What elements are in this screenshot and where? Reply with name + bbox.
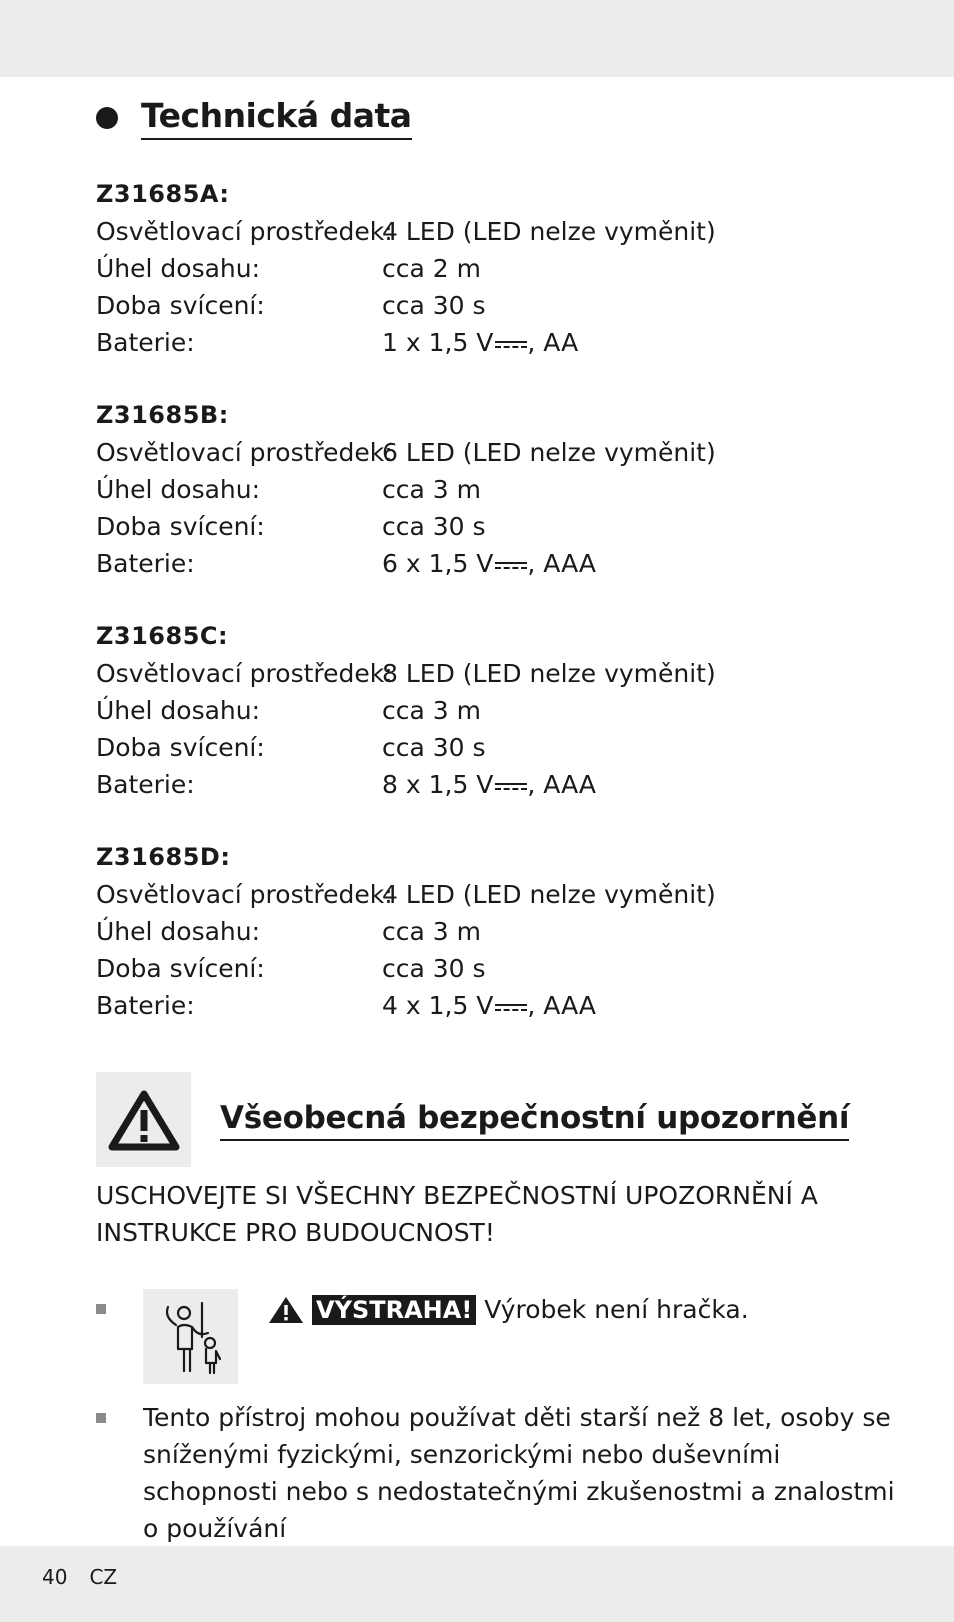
spec-value-text: 4 LED (LED nelze vyměnit) <box>382 217 716 246</box>
page-footer <box>42 1563 117 1591</box>
spec-value-text: cca 2 m <box>382 254 481 283</box>
spec-value-text: cca 30 s <box>382 512 486 541</box>
spec-value <box>382 987 596 1024</box>
spec-value-text: cca 30 s <box>382 733 486 762</box>
bottom-band <box>0 1546 954 1622</box>
spec-value-text: cca 3 m <box>382 917 481 946</box>
model-spec-block <box>96 176 816 361</box>
spec-value <box>382 950 486 987</box>
page-number: 40 <box>42 1565 68 1589</box>
spec-label: Osvětlovací prostředek: <box>96 217 393 246</box>
dc-current-icon <box>495 559 527 573</box>
spec-label: Osvětlovací prostředek: <box>96 438 393 467</box>
spec-value-text: cca 30 s <box>382 291 486 320</box>
spec-row <box>96 213 816 250</box>
spec-value <box>382 913 481 950</box>
section-heading <box>96 96 412 140</box>
model-code: Z31685A: <box>96 180 230 208</box>
spec-label: Baterie: <box>96 770 195 799</box>
list-bullet <box>96 1304 106 1314</box>
spec-value <box>382 692 481 729</box>
spec-label: Doba svícení: <box>96 954 265 983</box>
model-code: Z31685B: <box>96 401 229 429</box>
spec-value-text: 6 LED (LED nelze vyměnit) <box>382 438 716 467</box>
spec-value <box>382 508 486 545</box>
spec-row <box>96 950 816 987</box>
spec-value <box>382 729 486 766</box>
warning-line <box>268 1291 749 1328</box>
warning-icon-box <box>96 1072 191 1167</box>
spec-value-text: cca 3 m <box>382 696 481 725</box>
spec-label: Doba svícení: <box>96 512 265 541</box>
spec-row <box>96 508 816 545</box>
warning-triangle-icon <box>268 1296 304 1324</box>
spec-value <box>382 876 716 913</box>
battery-type: , AA <box>527 328 579 357</box>
spec-row <box>96 434 816 471</box>
spec-value <box>382 250 481 287</box>
model-code: Z31685C: <box>96 622 229 650</box>
language-code: CZ <box>89 1565 118 1589</box>
spec-label: Osvětlovací prostředek: <box>96 659 393 688</box>
spec-row <box>96 324 816 361</box>
spec-value-text: 4 LED (LED nelze vyměnit) <box>382 880 716 909</box>
model-spec-block <box>96 618 816 803</box>
battery-type: , AAA <box>527 991 596 1020</box>
spec-value <box>382 324 578 361</box>
battery-type: , AAA <box>527 549 596 578</box>
spec-value <box>382 213 716 250</box>
spec-row <box>96 876 816 913</box>
dc-current-icon <box>495 780 527 794</box>
spec-row <box>96 655 816 692</box>
spec-label: Úhel dosahu: <box>96 917 261 946</box>
model-spec-block <box>96 839 816 1024</box>
keep-instructions-notice: USCHOVEJTE SI VŠECHNY BEZPEČNOSTNÍ UPOZORNĚNÍ A INSTRUKCE PRO BUDOUCNOST! <box>96 1181 818 1247</box>
model-code: Z31685D: <box>96 843 231 871</box>
spec-label: Úhel dosahu: <box>96 254 261 283</box>
battery-type: , AAA <box>527 770 596 799</box>
spec-row <box>96 913 816 950</box>
dc-current-icon <box>495 1001 527 1015</box>
spec-value <box>382 471 481 508</box>
spec-value <box>382 287 486 324</box>
top-band <box>0 0 954 77</box>
heading-title: Technická data <box>141 96 412 140</box>
spec-label: Osvětlovací prostředek: <box>96 880 393 909</box>
heading-bullet <box>96 107 118 129</box>
spec-row <box>96 729 816 766</box>
spec-value-text: cca 3 m <box>382 475 481 504</box>
warning-triangle-icon <box>107 1088 181 1152</box>
list-bullet <box>96 1413 106 1423</box>
spec-row <box>96 287 816 324</box>
spec-label: Baterie: <box>96 991 195 1020</box>
safety-paragraph: Tento přístroj mohou používat děti starší než 8 let, osoby se sníženými fyzickými, senzorickými nebo duševními schopnosti nebo s nedostatečnými zkušenostmi a znalostmi o používání <box>143 1403 895 1543</box>
spec-label: Úhel dosahu: <box>96 475 261 504</box>
warning-label: VÝSTRAHA! <box>312 1295 476 1325</box>
spec-label: Doba svícení: <box>96 291 265 320</box>
safety-heading: Všeobecná bezpečnostní upozornění <box>220 1098 849 1141</box>
spec-row <box>96 545 816 582</box>
spec-label: Doba svícení: <box>96 733 265 762</box>
spec-row <box>96 987 816 1024</box>
spec-row <box>96 766 816 803</box>
spec-label: Baterie: <box>96 549 195 578</box>
spec-value-text: 4 x 1,5 V <box>382 991 494 1020</box>
spec-value-text: 1 x 1,5 V <box>382 328 494 357</box>
spec-row <box>96 250 816 287</box>
spec-value-text: 8 LED (LED nelze vyměnit) <box>382 659 716 688</box>
child-not-toy-icon <box>154 1297 228 1377</box>
dc-current-icon <box>495 338 527 352</box>
spec-value <box>382 766 596 803</box>
spec-row <box>96 471 816 508</box>
child-icon-box <box>143 1289 238 1384</box>
model-spec-block <box>96 397 816 582</box>
warning-text: Výrobek není hračka. <box>484 1295 749 1324</box>
spec-value-text: 8 x 1,5 V <box>382 770 494 799</box>
spec-value-text: 6 x 1,5 V <box>382 549 494 578</box>
spec-value-text: cca 30 s <box>382 954 486 983</box>
spec-value <box>382 545 596 582</box>
spec-value <box>382 434 716 471</box>
spec-value <box>382 655 716 692</box>
spec-label: Baterie: <box>96 328 195 357</box>
spec-label: Úhel dosahu: <box>96 696 261 725</box>
spec-row <box>96 692 816 729</box>
